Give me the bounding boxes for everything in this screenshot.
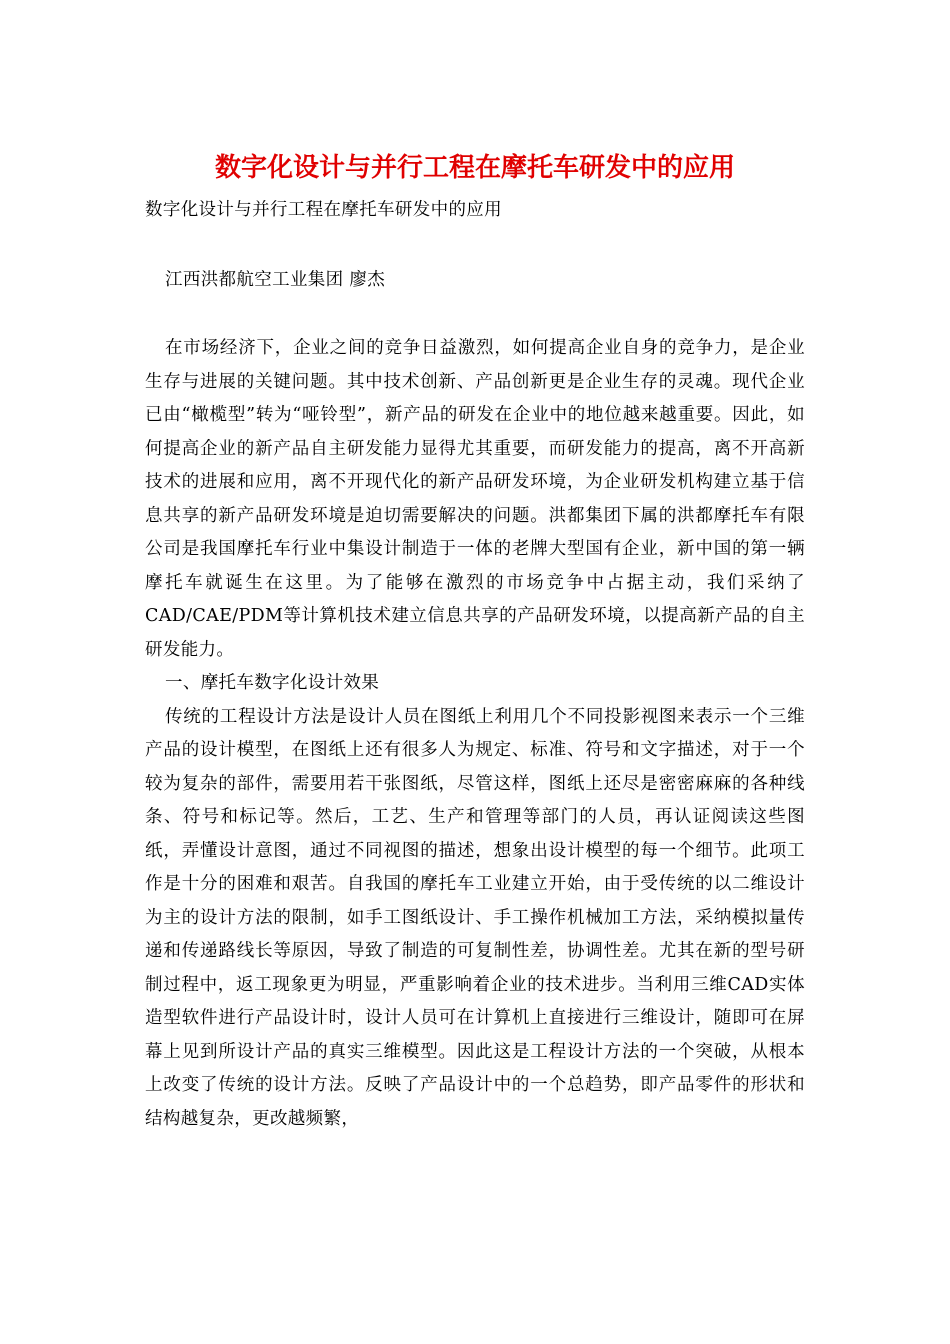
section-heading: 一、摩托车数字化设计效果 [165,673,380,693]
document-subtitle: 数字化设计与并行工程在摩托车研发中的应用 [145,200,502,220]
author-byline: 江西洪都航空工业集团 廖杰 [165,270,386,290]
paragraph-digital-design: 传统的工程设计方法是设计人员在图纸上利用几个不同投影视图来表示一个三维产品的设计模型，在图纸上还有很多人为规定、标准、符号和文字描述，对于一个较为复杂的部件，需要用若干张图纸，尽管这样，图纸上还尽是密密麻麻的各种线条、符号和标记等。然后，工艺、生产和管理等部门的人员，再认证阅读这些图纸，弄懂设计意图，通过不同视图的描述，想象出设计模型的每一个细节。此项工作是十分的困难和艰苦。自我国的摩托车工业建立开始，由于受传统的以二维设计为主的设计方法的限制，如手工图纸设计、手工操作机械加工方法，采纳模拟量传递和传递路线长等原因，导致了制造的可复制性差，协调性差。尤其在新的型号研制过程中，返工现象更为明显，严重影响着企业的技术进步。当利用三维CAD实体造型软件进行产品设计时，设计人员可在计算机上直接进行三维设计，随即可在屏幕上见到所设计产品的真实三维模型。因此这是工程设计方法的一个突破，从根本上改变了传统的设计方法。反映了产品设计中的一个总趋势，即产品零件的形状和结构越复杂，更改越频繁， [145,706,805,1129]
document-body [145,332,805,1136]
document-title: 数字化设计与并行工程在摩托车研发中的应用 [214,153,735,183]
paragraph-intro: 在市场经济下，企业之间的竞争日益激烈，如何提高企业自身的竞争力，是企业生存与进展的关键问题。其中技术创新、产品创新更是企业生存的灵魂。现代企业已由“橄榄型”转为“哑铃型”，新产品的研发在企业中的地位越来越重要。因此，如何提高企业的新产品自主研发能力显得尤其重要，而研发能力的提高，离不开高新技术的进展和应用，离不开现代化的新产品研发环境，为企业研发机构建立基于信息共享的新产品研发环境是迫切需要解决的问题。洪都集团下属的洪都摩托车有限公司是我国摩托车行业中集设计制造于一体的老牌大型国有企业，新中国的第一辆摩托车就诞生在这里。为了能够在激烈的市场竞争中占据主动，我们采纳了CAD/CAE/PDM等计算机技术建立信息共享的产品研发环境，以提高新产品的自主研发能力。 [145,338,805,660]
